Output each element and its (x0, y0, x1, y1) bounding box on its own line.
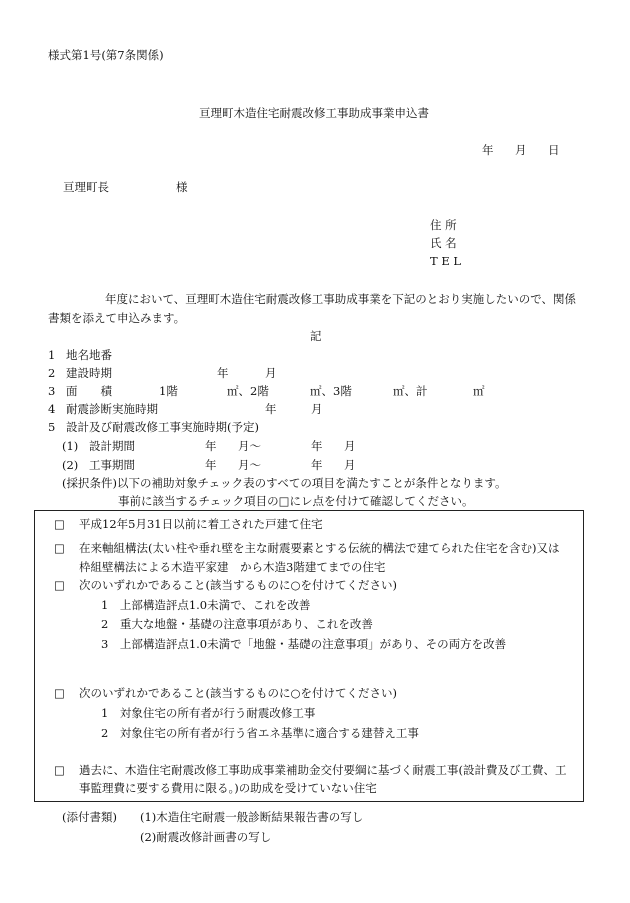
item-3-unit-3: ㎡、計 (393, 384, 428, 398)
item-5-2-number: (2) (62, 458, 79, 472)
item-5-2-year-start: 年 (205, 458, 217, 472)
checklist-item-2-line-2: 枠組壁構法による木造平家建 から木造3階建てまでの住宅 (79, 560, 386, 574)
checklist-item-3-option-1: 1 上部構造評点1.0未満で、これを改善 (101, 598, 311, 612)
item-4-year: 年 (265, 402, 277, 416)
item-2-year: 年 (217, 366, 229, 380)
item-4-number: 4 (48, 402, 56, 416)
checklist-item-5-line-1: 過去に、木造住宅耐震改修工事助成事業補助金交付要綱に基づく耐震工事(設計費及び工費、工 (79, 763, 567, 777)
checklist-item-4-option-1: 1 対象住宅の所有者が行う耐震改修工事 (101, 706, 316, 720)
checkbox-1[interactable]: □ (54, 517, 65, 531)
conditions-line-1: (採択条件)以下の補助対象チェック表のすべての項目を満たすことが条件となります。 (62, 476, 507, 490)
item-1-number: 1 (48, 348, 56, 362)
attachments-label: (添付書類) (62, 810, 117, 824)
checkbox-4[interactable]: □ (54, 686, 65, 700)
checklist-item-3-option-3: 3 上部構造評点1.0未満で「地盤・基礎の注意事項」があり、その両方を改善 (101, 637, 507, 651)
date-day-label: 日 (548, 143, 560, 157)
addressee-honorific: 様 (176, 180, 188, 194)
item-5-1-month-start: 月～ (238, 439, 261, 453)
date-month-label: 月 (515, 143, 527, 157)
ki-label: 記 (310, 329, 322, 343)
item-5-2-month-start: 月～ (238, 458, 261, 472)
item-2-number: 2 (48, 366, 56, 380)
item-4-label: 耐震診断実施時期 (66, 402, 158, 416)
item-5-1-month-end: 月 (344, 439, 356, 453)
item-5-2-year-end: 年 (311, 458, 323, 472)
item-3-unit-1: ㎡、2階 (227, 384, 269, 398)
item-4-month: 月 (311, 402, 323, 416)
checklist-item-3-option-2: 2 重大な地盤・基礎の注意事項があり、これを改善 (101, 617, 373, 631)
item-3-unit-4: ㎡ (473, 384, 485, 398)
intro-line-1: 年度において、亘理町木造住宅耐震改修工事助成事業を下記のとおり実施したいので、関係 (105, 292, 577, 306)
checkbox-3[interactable]: □ (54, 578, 65, 592)
item-5-2-label: 工事期間 (89, 458, 135, 472)
item-3-label: 面 積 (66, 384, 112, 398)
checkbox-5[interactable]: □ (54, 763, 65, 777)
item-5-2-month-end: 月 (344, 458, 356, 472)
date-year-label: 年 (482, 143, 494, 157)
form-number: 様式第1号(第7条関係) (48, 48, 164, 62)
checklist-item-2-line-1: 在来軸組構法(太い柱や垂れ壁を主な耐震要素とする伝統的構法で建てられた住宅を含む)又は (79, 541, 560, 555)
item-5-label: 設計及び耐震改修工事実施時期(予定) (66, 420, 259, 434)
item-2-label: 建設時期 (66, 366, 112, 380)
item-5-1-year-start: 年 (205, 439, 217, 453)
item-3-floor-1: 1階 (159, 384, 178, 398)
checklist-item-1: 平成12年5月31日以前に着工された戸建て住宅 (79, 517, 323, 531)
item-1-label: 地名地番 (66, 348, 112, 362)
checklist-item-5-line-2: 事監理費に要する費用に限る。)の助成を受けていない住宅 (79, 781, 377, 795)
checkbox-2[interactable]: □ (54, 541, 65, 555)
item-2-month: 月 (265, 366, 277, 380)
intro-line-2: 書類を添えて申込みます。 (48, 311, 186, 325)
checklist-item-4: 次のいずれかであること(該当するものに○を付けてください) (79, 686, 398, 700)
attachment-1: (1)木造住宅耐震一般診断結果報告書の写し (140, 810, 364, 824)
address-label: 住 所 (430, 218, 457, 232)
item-5-number: 5 (48, 420, 56, 434)
item-5-1-year-end: 年 (311, 439, 323, 453)
checklist-item-4-option-2: 2 対象住宅の所有者が行う省エネ基準に適合する建替え工事 (101, 726, 419, 740)
item-3-number: 3 (48, 384, 56, 398)
conditions-line-2: 事前に該当するチェック項目の□にレ点を付けて確認してください。 (118, 494, 474, 508)
addressee-name: 亘理町長 (63, 180, 109, 194)
checklist-item-3: 次のいずれかであること(該当するものに○を付けてください) (79, 578, 398, 592)
form-title: 亘理町木造住宅耐震改修工事助成事業申込書 (199, 106, 429, 120)
attachment-2: (2)耐震改修計画書の写し (140, 830, 272, 844)
item-5-1-number: (1) (62, 439, 79, 453)
item-3-unit-2: ㎡、3階 (310, 384, 352, 398)
tel-label: T E L (430, 254, 462, 268)
item-5-1-label: 設計期間 (89, 439, 135, 453)
name-label: 氏 名 (430, 236, 457, 250)
